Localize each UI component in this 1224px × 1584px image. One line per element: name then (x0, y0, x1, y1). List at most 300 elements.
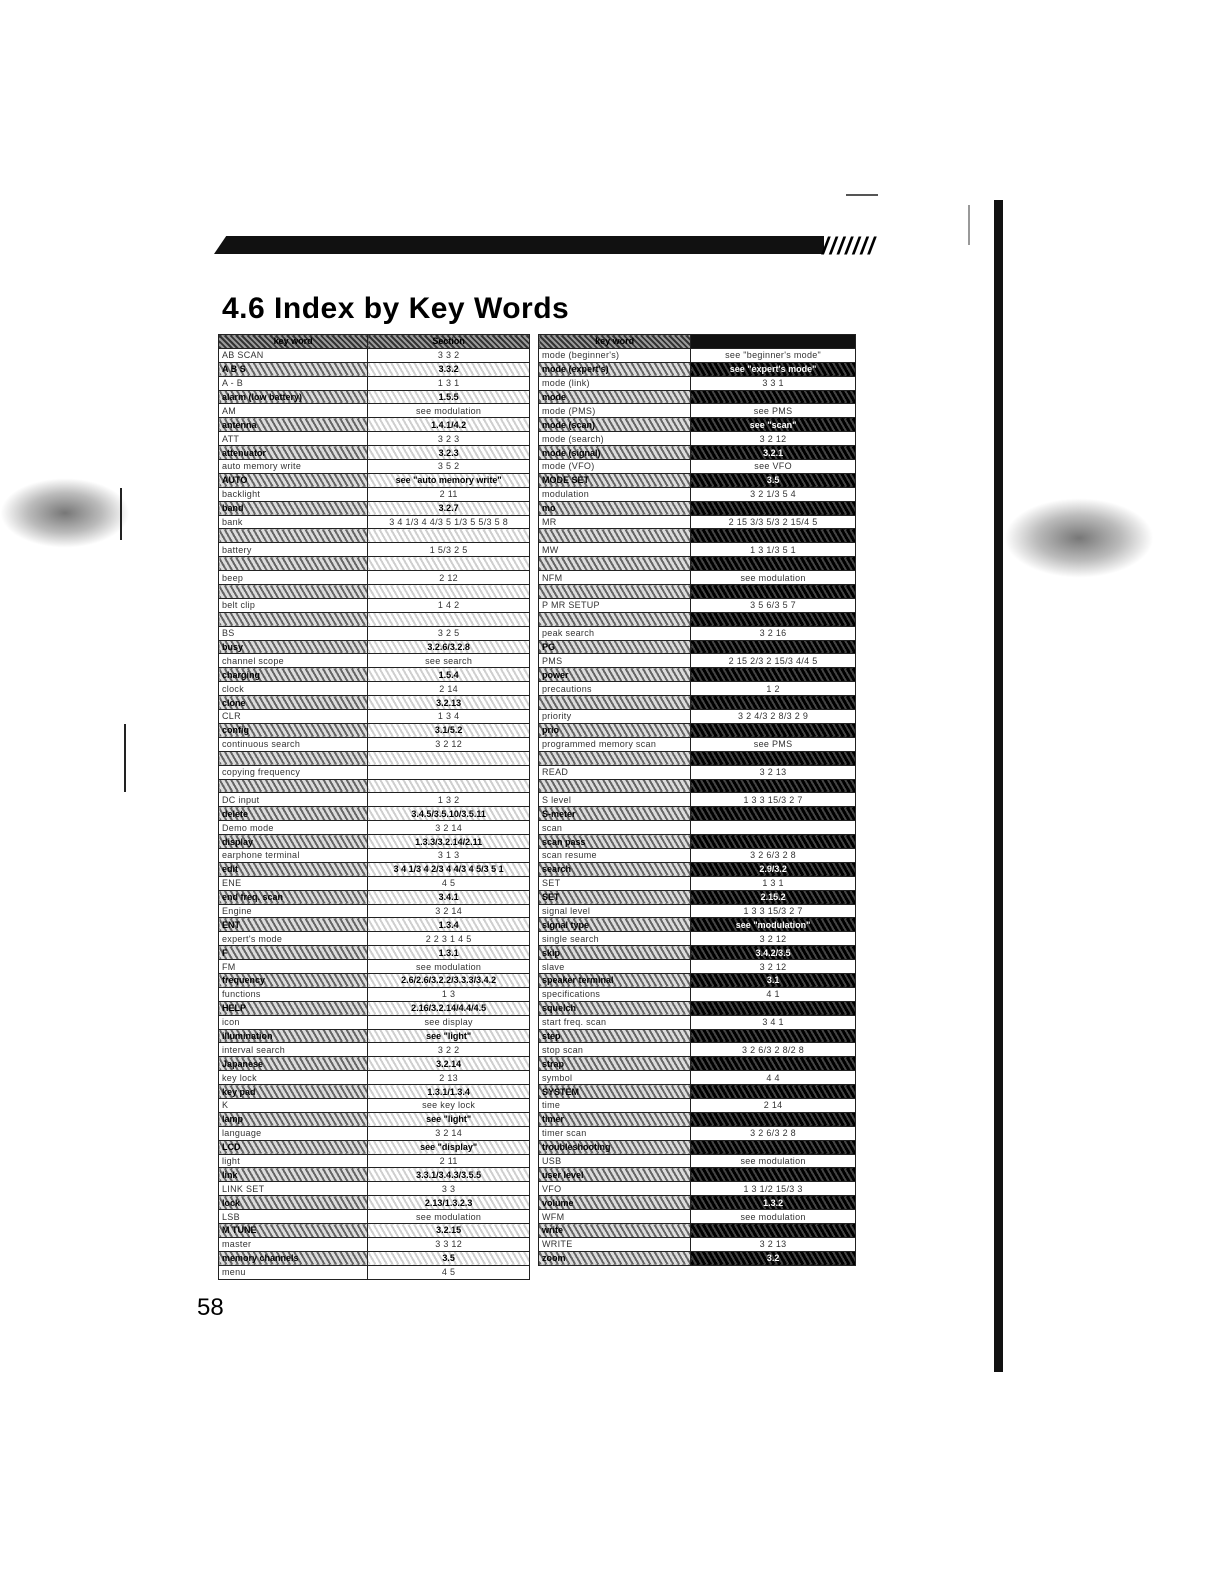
index-keyword (539, 529, 691, 543)
index-section (368, 612, 530, 626)
index-keyword: timer (539, 1112, 691, 1126)
index-section: 3 2 12 (691, 932, 856, 946)
index-section: 1 3 3 15/3 2 7 (691, 793, 856, 807)
index-row (539, 501, 856, 515)
index-row (539, 362, 856, 376)
index-row (219, 487, 530, 501)
index-section: 3.2.1 (691, 446, 856, 460)
scan-mark-top (846, 194, 878, 196)
header-bar (214, 236, 824, 254)
index-row (539, 1210, 856, 1224)
index-row (539, 654, 856, 668)
index-keyword: mo (539, 501, 691, 515)
index-section: 2 2 3 1 4 5 (368, 932, 530, 946)
index-section: 1.3.1 (368, 946, 530, 960)
index-keyword: clock (219, 682, 368, 696)
index-row (219, 1029, 530, 1043)
index-section: 3.1/5.2 (368, 723, 530, 737)
index-keyword: delete (219, 807, 368, 821)
index-section: see "auto memory write" (368, 473, 530, 487)
index-row (219, 612, 530, 626)
index-keyword: mode (link) (539, 376, 691, 390)
index-section: 2 15 2/3 2 15/3 4/4 5 (691, 654, 856, 668)
index-section: 1.5.4 (368, 668, 530, 682)
index-section (691, 696, 856, 710)
index-row (539, 1085, 856, 1099)
scan-mark-left-1 (120, 488, 122, 540)
index-row (219, 960, 530, 974)
index-row (539, 390, 856, 404)
index-keyword: USB (539, 1154, 691, 1168)
index-section: 1.3.2 (691, 1196, 856, 1210)
index-section: 4 1 (691, 987, 856, 1001)
index-row (539, 737, 856, 751)
index-keyword: antenna (219, 418, 368, 432)
index-section: 3.2.3 (368, 446, 530, 460)
index-row (539, 335, 856, 349)
index-row (219, 723, 530, 737)
index-keyword: mode (scan) (539, 418, 691, 432)
index-section: 2 11 (368, 1154, 530, 1168)
index-row (219, 418, 530, 432)
index-keyword: FM (219, 960, 368, 974)
index-section: 2.15.2 (691, 890, 856, 904)
index-row (539, 1224, 856, 1238)
index-keyword: precautions (539, 682, 691, 696)
index-section (691, 640, 856, 654)
index-row (219, 501, 530, 515)
index-keyword: ATT (219, 432, 368, 446)
index-row (539, 529, 856, 543)
index-keyword: link (219, 1168, 368, 1182)
index-row (539, 1098, 856, 1112)
index-row (539, 696, 856, 710)
index-keyword: attenuator (219, 446, 368, 460)
index-section: 3.2 (691, 1251, 856, 1265)
index-row (539, 1071, 856, 1085)
index-section: 3.2.14 (368, 1057, 530, 1071)
index-row (219, 432, 530, 446)
index-section: 2.16/3.2.14/4.4/4.5 (368, 1001, 530, 1015)
index-keyword: key lock (219, 1071, 368, 1085)
index-section: see "scan" (691, 418, 856, 432)
index-keyword: skip (539, 946, 691, 960)
index-row (539, 515, 856, 529)
index-row (539, 612, 856, 626)
index-keyword: lock (219, 1196, 368, 1210)
index-section: 3 2 2 (368, 1043, 530, 1057)
index-keyword: MODE SET (539, 473, 691, 487)
index-keyword: AM (219, 404, 368, 418)
index-row (219, 876, 530, 890)
index-row (539, 779, 856, 793)
index-keyword: LSB (219, 1210, 368, 1224)
index-row (219, 598, 530, 612)
index-section: see modulation (368, 404, 530, 418)
index-keyword: slave (539, 960, 691, 974)
index-row (539, 862, 856, 876)
index-keyword (219, 612, 368, 626)
index-section (691, 1140, 856, 1154)
index-row (539, 987, 856, 1001)
index-section (368, 751, 530, 765)
index-section (691, 529, 856, 543)
index-section: 1 4 2 (368, 598, 530, 612)
index-section: 3 1 3 (368, 848, 530, 862)
index-row (219, 973, 530, 987)
index-row (539, 973, 856, 987)
index-row (219, 1071, 530, 1085)
index-section: see modulation (368, 960, 530, 974)
index-section: 1 3 (368, 987, 530, 1001)
index-row (219, 571, 530, 585)
index-section (691, 390, 856, 404)
index-keyword: copying frequency (219, 765, 368, 779)
index-row (539, 1029, 856, 1043)
index-row (219, 1168, 530, 1182)
index-keyword: single search (539, 932, 691, 946)
index-keyword: S level (539, 793, 691, 807)
page-edge-line (968, 205, 970, 245)
index-row (219, 946, 530, 960)
index-keyword: battery (219, 543, 368, 557)
index-keyword: priority (539, 710, 691, 724)
index-keyword (219, 751, 368, 765)
index-section: 3 4 1 (691, 1015, 856, 1029)
index-keyword: K (219, 1098, 368, 1112)
index-section: 3.2.15 (368, 1224, 530, 1238)
index-keyword: stop scan (539, 1043, 691, 1057)
index-keyword: mode (VFO) (539, 460, 691, 474)
index-row (539, 640, 856, 654)
index-row (219, 987, 530, 1001)
index-row (539, 1057, 856, 1071)
index-row (539, 682, 856, 696)
index-keyword: HELP (219, 1001, 368, 1015)
page-edge-shadow (994, 200, 1003, 1372)
index-row (219, 404, 530, 418)
index-keyword: squelch (539, 1001, 691, 1015)
index-section: 3 2 14 (368, 904, 530, 918)
index-section: see modulation (368, 1210, 530, 1224)
index-section: 3 2 3 (368, 432, 530, 446)
index-keyword: CLR (219, 710, 368, 724)
index-keyword: NFM (539, 571, 691, 585)
index-keyword (219, 779, 368, 793)
index-section: 4 5 (368, 876, 530, 890)
index-section: see display (368, 1015, 530, 1029)
index-section (691, 1001, 856, 1015)
index-section: 3 2 5 (368, 626, 530, 640)
index-keyword: bank (219, 515, 368, 529)
index-row (219, 335, 530, 349)
index-section: 1.4.1/4.2 (368, 418, 530, 432)
index-row (539, 543, 856, 557)
index-section: 3 3 (368, 1182, 530, 1196)
index-section (691, 1085, 856, 1099)
index-section: see key lock (368, 1098, 530, 1112)
index-section: 3.4.1 (368, 890, 530, 904)
index-section: 1 3 1/2 15/3 3 (691, 1182, 856, 1196)
index-keyword: speaker terminal (539, 973, 691, 987)
index-section: 3.4.5/3.5.10/3.5.11 (368, 807, 530, 821)
index-row (219, 460, 530, 474)
index-section (691, 835, 856, 849)
scan-smudge-right (1004, 498, 1154, 578)
index-keyword: functions (219, 987, 368, 1001)
index-keyword: earphone terminal (219, 848, 368, 862)
index-section: 3 2 16 (691, 626, 856, 640)
index-section: 1.3.1/1.3.4 (368, 1085, 530, 1099)
index-row (219, 626, 530, 640)
index-keyword: SYSTEM (539, 1085, 691, 1099)
index-row (219, 1112, 530, 1126)
index-keyword: power (539, 668, 691, 682)
index-section: 3 5 2 (368, 460, 530, 474)
index-keyword: expert's mode (219, 932, 368, 946)
index-keyword: search (539, 862, 691, 876)
index-section (368, 585, 530, 599)
index-section: see "light" (368, 1029, 530, 1043)
index-row (219, 529, 530, 543)
index-section: 1 5/3 2 5 (368, 543, 530, 557)
index-section: see "beginner's mode" (691, 348, 856, 362)
index-section: 3 2 13 (691, 1237, 856, 1251)
index-keyword: timer scan (539, 1126, 691, 1140)
index-section: see modulation (691, 1210, 856, 1224)
index-section: 3.2.6/3.2.8 (368, 640, 530, 654)
index-section: 3 3 1 (691, 376, 856, 390)
index-section: see modulation (691, 1154, 856, 1168)
index-row (539, 946, 856, 960)
index-keyword: PG (539, 640, 691, 654)
index-keyword: AUTO (219, 473, 368, 487)
index-keyword (539, 751, 691, 765)
column-header-section: Section (368, 335, 530, 349)
index-row (539, 710, 856, 724)
index-keyword: band (219, 501, 368, 515)
index-keyword: start freq. scan (539, 1015, 691, 1029)
index-section: 3 3 12 (368, 1237, 530, 1251)
index-section: 3 4 1/3 4 2/3 4 4/3 4 5/3 5 1 (368, 862, 530, 876)
index-keyword (539, 612, 691, 626)
index-row (539, 432, 856, 446)
index-section (368, 557, 530, 571)
index-row (539, 1168, 856, 1182)
index-section: 3 2 1/3 5 4 (691, 487, 856, 501)
index-keyword: WRITE (539, 1237, 691, 1251)
header-hatch: /////// (822, 233, 876, 260)
index-section: see modulation (691, 571, 856, 585)
index-section (691, 1112, 856, 1126)
index-keyword: interval search (219, 1043, 368, 1057)
index-keyword: volume (539, 1196, 691, 1210)
index-section (691, 807, 856, 821)
index-row (219, 793, 530, 807)
index-row (219, 904, 530, 918)
index-row (539, 918, 856, 932)
index-keyword: signal type (539, 918, 691, 932)
index-keyword: peak search (539, 626, 691, 640)
index-keyword: mode (expert's) (539, 362, 691, 376)
index-section: 2 15 3/3 5/3 2 15/4 5 (691, 515, 856, 529)
index-section: 1.3.3/3.2.14/2.11 (368, 835, 530, 849)
index-keyword: mode (539, 390, 691, 404)
index-keyword: write (539, 1224, 691, 1238)
index-row (219, 779, 530, 793)
index-keyword: programmed memory scan (539, 737, 691, 751)
index-row (539, 668, 856, 682)
index-section (691, 1168, 856, 1182)
index-row (219, 918, 530, 932)
index-row (219, 835, 530, 849)
index-section: 3 2 14 (368, 1126, 530, 1140)
index-row (539, 1043, 856, 1057)
index-row (539, 848, 856, 862)
index-section (691, 779, 856, 793)
index-row (219, 473, 530, 487)
index-keyword: backlight (219, 487, 368, 501)
index-section: 3 5 6/3 5 7 (691, 598, 856, 612)
index-row (539, 446, 856, 460)
index-keyword: time (539, 1098, 691, 1112)
index-section: 1 3 2 (368, 793, 530, 807)
index-row (539, 557, 856, 571)
index-keyword: channel scope (219, 654, 368, 668)
index-row (219, 1126, 530, 1140)
index-keyword: mode (search) (539, 432, 691, 446)
index-row (219, 668, 530, 682)
index-section: 2 11 (368, 487, 530, 501)
index-row (539, 1112, 856, 1126)
index-section: 2.6/2.6/3.2.2/3.3.3/3.4.2 (368, 973, 530, 987)
index-keyword (219, 529, 368, 543)
index-keyword (539, 557, 691, 571)
index-row (539, 904, 856, 918)
scan-mark-left-2 (124, 724, 126, 792)
index-row (219, 890, 530, 904)
index-keyword: DC input (219, 793, 368, 807)
index-row (219, 640, 530, 654)
index-section (368, 765, 530, 779)
index-row (219, 1085, 530, 1099)
index-keyword: Japanese (219, 1057, 368, 1071)
index-row (539, 1251, 856, 1265)
index-keyword: language (219, 1126, 368, 1140)
index-row (219, 1210, 530, 1224)
index-keyword: LCD (219, 1140, 368, 1154)
index-row (539, 348, 856, 362)
index-section: see PMS (691, 737, 856, 751)
index-row (539, 751, 856, 765)
index-section: 3 2 12 (691, 432, 856, 446)
index-section (691, 612, 856, 626)
index-keyword: modulation (539, 487, 691, 501)
index-row (539, 376, 856, 390)
index-section: 2 14 (368, 682, 530, 696)
index-keyword: troubleshooting (539, 1140, 691, 1154)
index-keyword: alarm (low battery) (219, 390, 368, 404)
index-row (539, 1126, 856, 1140)
index-row (219, 807, 530, 821)
index-section: 3.2.7 (368, 501, 530, 515)
index-keyword: M TUNE (219, 1224, 368, 1238)
index-keyword: busy (219, 640, 368, 654)
index-keyword: LINK SET (219, 1182, 368, 1196)
index-section: 3 3 2 (368, 348, 530, 362)
index-keyword: frequency (219, 973, 368, 987)
index-keyword: clone (219, 696, 368, 710)
index-section: 1 2 (691, 682, 856, 696)
index-row (539, 723, 856, 737)
index-section: 3.2.13 (368, 696, 530, 710)
index-keyword: mode (PMS) (539, 404, 691, 418)
index-section: 2 14 (691, 1098, 856, 1112)
index-row (539, 807, 856, 821)
index-keyword: illumination (219, 1029, 368, 1043)
index-section: see "modulation" (691, 918, 856, 932)
index-row (219, 654, 530, 668)
index-section (691, 1057, 856, 1071)
index-keyword: scan resume (539, 848, 691, 862)
index-table-left-body (219, 335, 530, 1280)
index-row (219, 1224, 530, 1238)
index-row (219, 765, 530, 779)
index-row (219, 348, 530, 362)
index-keyword (539, 779, 691, 793)
index-row (219, 446, 530, 460)
index-keyword: lamp (219, 1112, 368, 1126)
index-row (539, 835, 856, 849)
index-section: 3 2 4/3 2 8/3 2 9 (691, 710, 856, 724)
index-row (539, 418, 856, 432)
index-section (368, 779, 530, 793)
index-row (219, 932, 530, 946)
index-row (219, 1015, 530, 1029)
index-row (219, 1057, 530, 1071)
index-keyword: auto memory write (219, 460, 368, 474)
index-row (539, 876, 856, 890)
index-row (219, 362, 530, 376)
index-row (539, 793, 856, 807)
index-section: 1 3 1 (691, 876, 856, 890)
index-row (219, 1251, 530, 1265)
index-section: 1 3 1 (368, 376, 530, 390)
index-table-right (538, 334, 856, 1266)
index-section (691, 723, 856, 737)
index-keyword: MR (539, 515, 691, 529)
index-section: 3.3.2 (368, 362, 530, 376)
index-section: 3.1 (691, 973, 856, 987)
index-section: see PMS (691, 404, 856, 418)
index-row (539, 1140, 856, 1154)
index-row (219, 1043, 530, 1057)
index-keyword: Engine (219, 904, 368, 918)
index-row (539, 1237, 856, 1251)
index-keyword: S-meter (539, 807, 691, 821)
index-keyword: BS (219, 626, 368, 640)
index-section: 2 13 (368, 1071, 530, 1085)
index-section: see "light" (368, 1112, 530, 1126)
index-row (219, 821, 530, 835)
index-keyword: F (219, 946, 368, 960)
index-row (539, 626, 856, 640)
index-row (539, 960, 856, 974)
index-row (219, 862, 530, 876)
index-keyword: mode (signal) (539, 446, 691, 460)
index-keyword: SET (539, 876, 691, 890)
index-keyword: P MR SETUP (539, 598, 691, 612)
